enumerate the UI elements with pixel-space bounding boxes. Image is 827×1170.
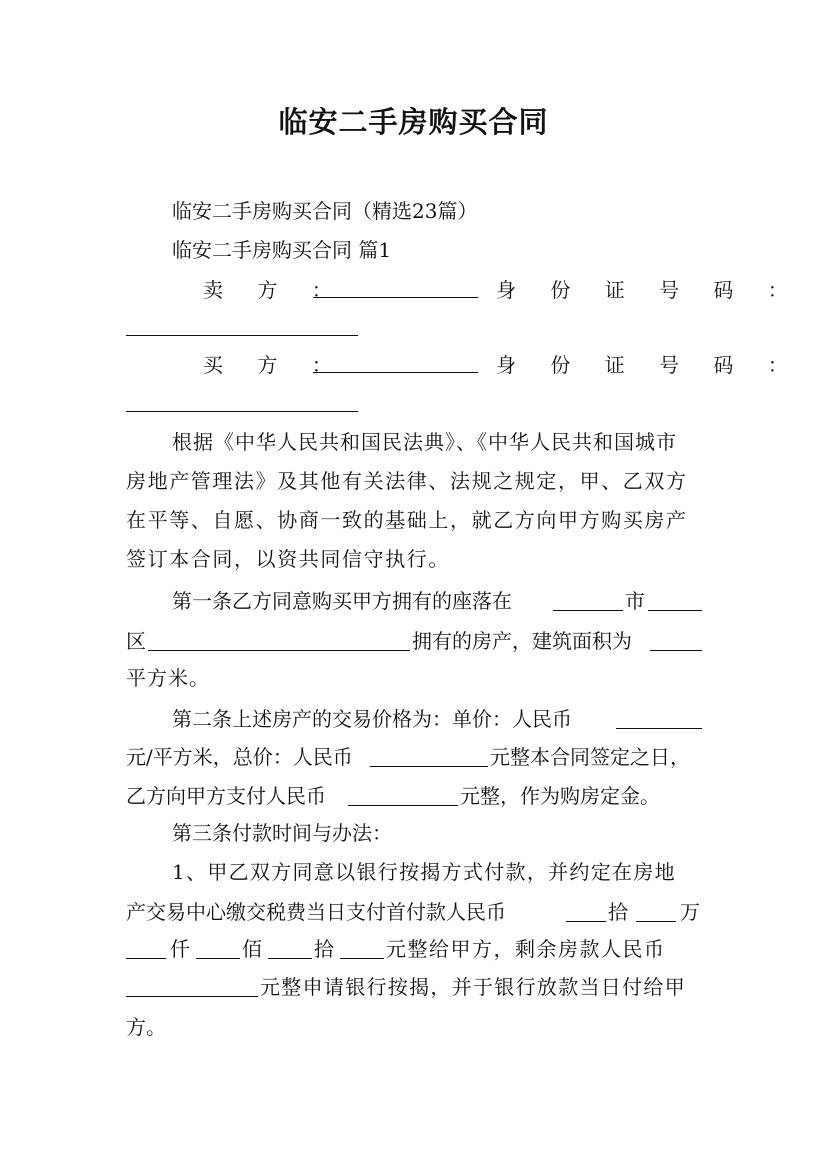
article-3-blank-3 (126, 936, 166, 959)
article-1-text-c: 区 (126, 629, 146, 653)
article-2-unit-price-blank (616, 706, 702, 729)
preamble-line-3: 在平等、自愿、协商一致的基础上，就乙方向甲方购买房产 (126, 508, 688, 532)
article-1-district-blank-b (148, 628, 410, 651)
preamble-line-2: 房地产管理法》及其他有关法律、法规之规定，甲、乙双方 (126, 469, 688, 493)
article-3-line-3c: 拾 (314, 937, 334, 961)
article-3-line-3d: 元整给甲方，剩余房款人民币 (386, 937, 666, 961)
article-2-text-c: 元整本合同签定之日， (490, 745, 690, 769)
part-heading: 临安二手房购买合同 篇1 (172, 238, 392, 262)
article-1-text-a: 第一条乙方同意购买甲方拥有的座落在 (172, 589, 512, 613)
article-3-blank-4 (196, 936, 240, 959)
article-3-line-2c: 万 (680, 900, 700, 924)
article-3-blank-2 (636, 899, 676, 922)
article-3-line-3b: 佰 (242, 937, 262, 961)
seller-name-blank (313, 275, 478, 298)
article-3-line-1: 1、甲乙双方同意以银行按揭方式付款，并约定在房地 (172, 860, 676, 884)
article-1-area-blank (650, 628, 702, 651)
article-3-heading: 第三条付款时间与办法： (172, 821, 392, 845)
buyer-label: 买 方 ： (203, 353, 346, 377)
document-title: 临安二手房购买合同 (278, 105, 549, 139)
article-1-city-blank (553, 588, 623, 611)
article-2-deposit-blank (348, 783, 458, 806)
preamble-line-1: 根据《中华人民共和国民法典》、《中华人民共和国城市 (172, 430, 677, 454)
seller-id-blank (126, 313, 358, 336)
article-2-text-e: 元整，作为购房定金。 (460, 784, 660, 808)
seller-label: 卖 方 ： (203, 278, 346, 302)
article-3-line-5: 方。 (126, 1015, 166, 1039)
article-1-text-b: 市 (625, 589, 645, 613)
article-3-blank-1 (566, 899, 606, 922)
buyer-name-blank (313, 350, 478, 373)
article-1-text-e: 平方米。 (126, 666, 210, 690)
article-2-text-d: 乙方向甲方支付人民币 (126, 784, 326, 808)
article-3-line-2a: 产交易中心缴交税费当日支付首付款人民币 (126, 900, 506, 924)
article-2-total-price-blank (370, 744, 488, 767)
article-3-line-3a: 仟 (170, 937, 190, 961)
subtitle: 临安二手房购买合同（精选23篇） (172, 199, 478, 223)
article-1-district-blank-a (648, 588, 702, 611)
article-3-blank-5 (268, 936, 312, 959)
preamble-line-4: 签订本合同，以资共同信守执行。 (126, 547, 450, 571)
article-3-line-4: 元整申请银行按揭，并于银行放款当日付给甲 (260, 975, 686, 999)
article-3-blank-6 (340, 936, 384, 959)
article-3-blank-7 (126, 974, 258, 997)
buyer-id-label: 身 份 证 号 码 ： (496, 353, 802, 377)
buyer-id-blank (126, 389, 358, 412)
article-3-line-2b: 拾 (608, 900, 628, 924)
article-2-text-b: 元/平方米，总价：人民币 (126, 745, 353, 769)
article-1-text-d: 拥有的房产，建筑面积为 (412, 629, 632, 653)
article-2-text-a: 第二条上述房产的交易价格为：单价：人民币 (172, 707, 572, 731)
seller-id-label: 身 份 证 号 码 ： (496, 278, 802, 302)
